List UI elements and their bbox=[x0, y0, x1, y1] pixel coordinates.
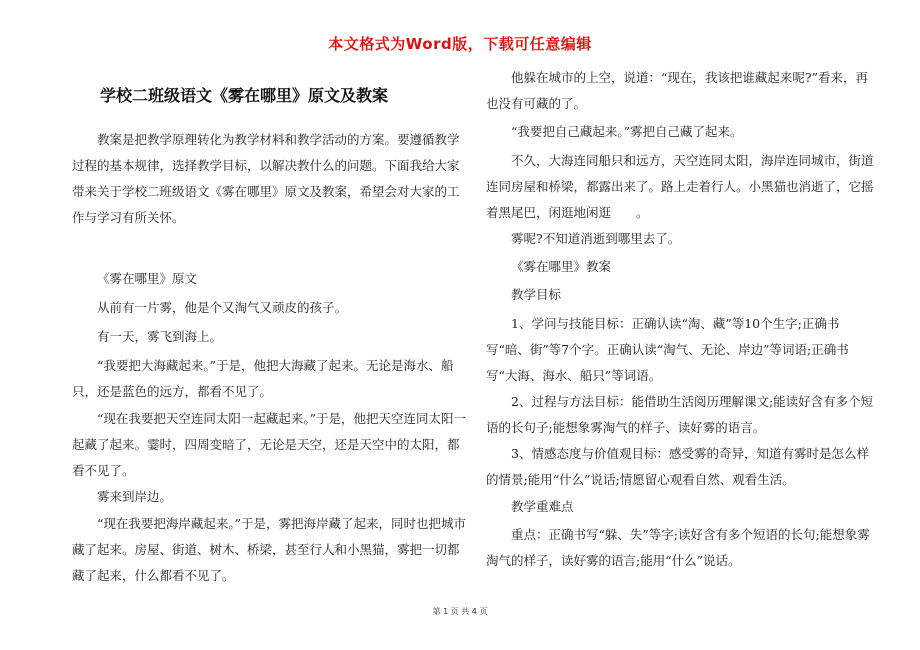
goal-item: 2、过程与方法目标：能借助生活阅历理解课文;能读好含有多个短语的长句子;能想象雾淘气的样子、读好雾的语言。 bbox=[486, 394, 874, 435]
goal-item: 1、学问与技能目标：正确认读“淘、藏”等10个生字;正确书写“暗、街”等7个字。正确认读“淘气、无论、岸边”等词语;正确书写“大海、海水、船只”等词语。 bbox=[486, 316, 849, 383]
story-paragraph: “我要把大海藏起来。”于是，他把大海藏了起来。无论是海水、船只，还是蓝色的远方，都看不见了。 bbox=[72, 358, 454, 399]
section-heading-original-text: 《雾在哪里》原文 bbox=[97, 271, 198, 286]
intro-paragraph: 教案是把教学原理转化为教学材料和教学活动的方案。要遵循教学过程的基本规律，选择教学目标，以解决教什么的问题。下面我给大家带来关于学校二班级语文《雾在哪里》原文及教案，希望会对大家的工作与学习有所关怀。 bbox=[72, 132, 460, 225]
subheading-key-points: 教学重难点 bbox=[511, 499, 574, 514]
story-paragraph: 从前有一片雾，他是个又淘气又顽皮的孩子。 bbox=[97, 300, 348, 315]
story-paragraph: 他躲在城市的上空，说道：“现在，我该把谁藏起来呢?”看来，再也没有可藏的了。 bbox=[486, 70, 868, 111]
story-paragraph: 雾来到岸边。 bbox=[97, 489, 173, 504]
page-footer: 第 1 页 共 4 页 bbox=[432, 607, 488, 616]
word-format-banner: 本文格式为Word版，下载可任意编辑 bbox=[328, 35, 592, 53]
key-points-paragraph: 重点：正确书写“躲、失”等字;读好含有多个短语的长句;能想象雾淘气的样子，读好雾的语言;能用“什么”说话。 bbox=[486, 527, 870, 568]
subheading-teaching-goals: 教学目标 bbox=[511, 287, 562, 302]
story-paragraph: “我要把自己藏起来。”雾把自己藏了起来。 bbox=[511, 124, 743, 139]
story-paragraph: “现在我要把天空连同太阳一起藏起来。”于是，他把天空连同太阳一起藏了起来。霎时，四周变暗了，无论是天空，还是天空中的太阳，都看不见了。 bbox=[72, 411, 467, 478]
story-paragraph: 有一天，雾飞到海上。 bbox=[97, 329, 223, 344]
story-paragraph: 不久，大海连同船只和远方，天空连同太阳，海岸连同城市，街道连同房屋和桥梁，都露出来了。路上走着行人。小黑猫也消逝了，它摇着黑尾巴，闲逛地闲逛 。 bbox=[486, 153, 874, 220]
goal-item: 3、情感态度与价值观目标：感受雾的奇异，知道有雾时是怎么样的情景;能用“什么”说话;情愿留心观看自然、观看生活。 bbox=[486, 446, 869, 487]
document-title: 学校二班级语文《雾在哪里》原文及教案 bbox=[100, 86, 389, 105]
story-paragraph: “现在我要把海岸藏起来。”于是，雾把海岸藏了起来，同时也把城市藏了起来。房屋、街道、树木、桥梁，甚至行人和小黑猫，雾把一切都藏了起来，什么都看不见了。 bbox=[72, 516, 467, 583]
section-heading-lesson-plan: 《雾在哪里》教案 bbox=[511, 259, 612, 274]
story-paragraph: 雾呢?不知道消逝到哪里去了。 bbox=[511, 231, 681, 246]
